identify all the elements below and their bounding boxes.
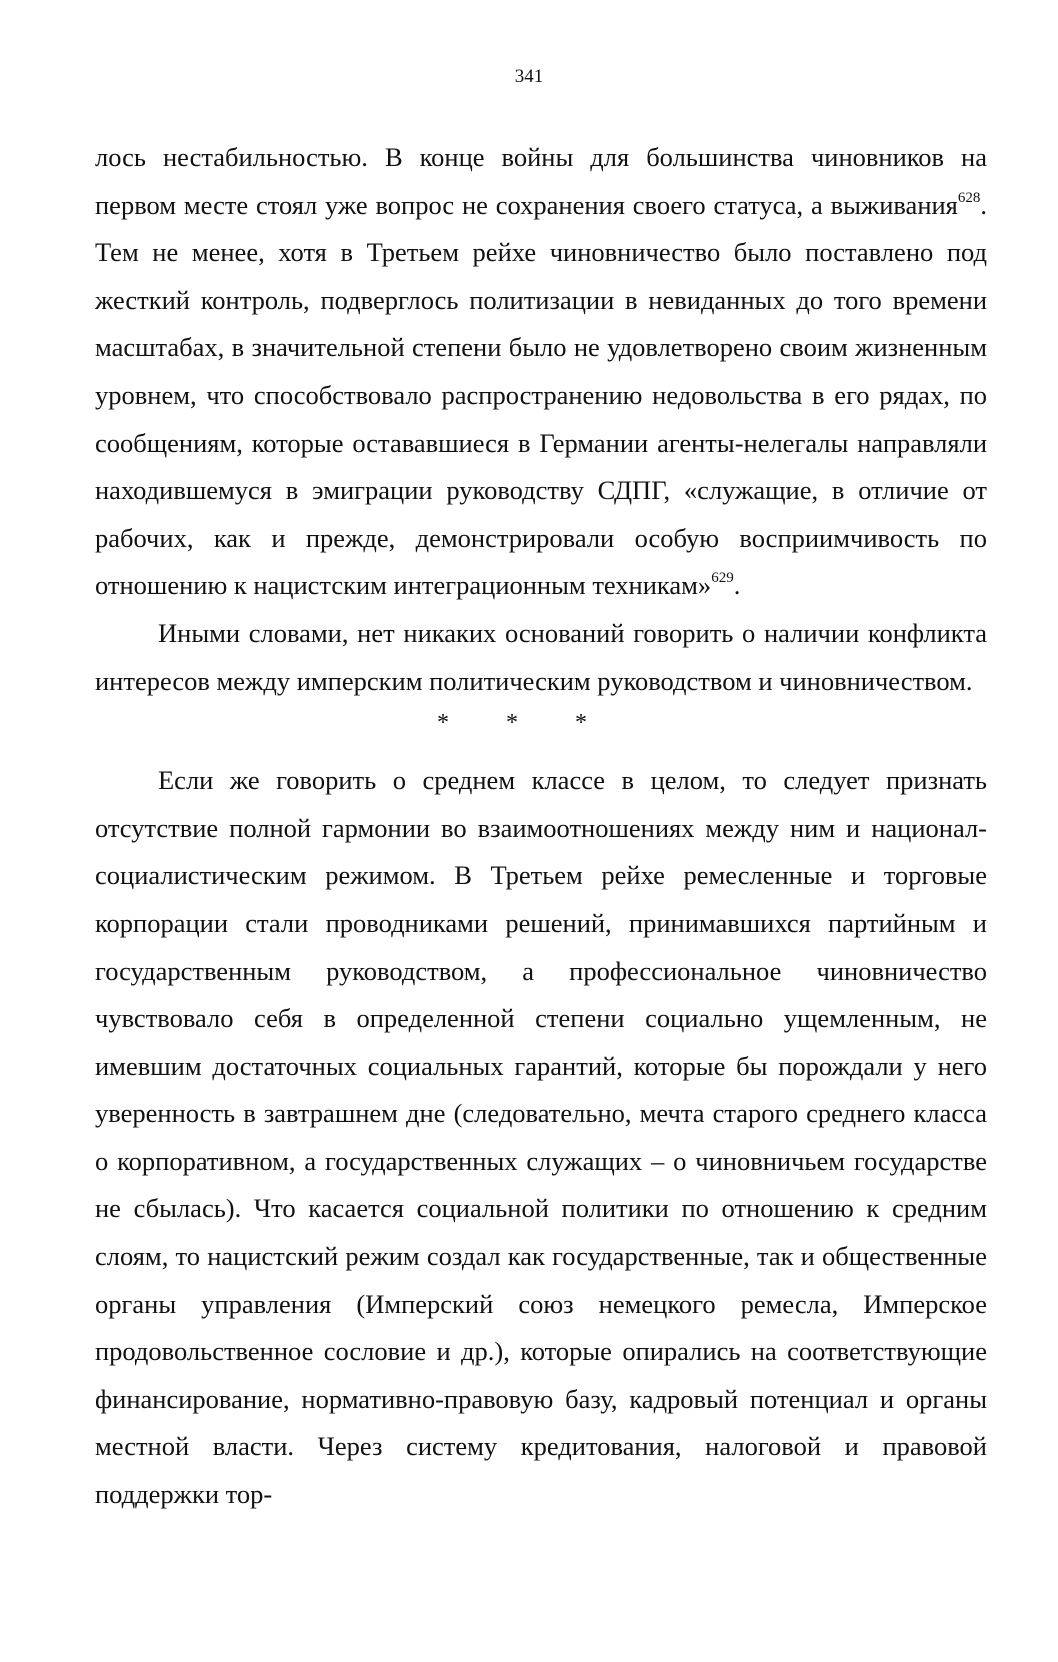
- paragraph-3: [95, 757, 987, 1519]
- paragraph-text: .: [733, 570, 741, 601]
- footnote-ref-629: 629: [711, 570, 734, 587]
- paragraph-text: . Тем не менее, хотя в Третьем рейхе чиновничество было поставлено под жесткий контроль, подверглось политизации в невиданных до того времени масштабах, в значительной степени было не удовлетворено своим жизненным уровнем, что способствовало распространению недовольства в его рядах, по сообщениям, которые остававшиеся в Германии агенты-нелегалы направляли находившемуся в эмиграции руководству СДПГ, «служащие, в отличие от рабочих, как и прежде, демонстрировали особую восприимчивость по отношению к нацистским интеграционным техникам»: [95, 189, 987, 601]
- paragraph-1: [95, 134, 987, 610]
- body-text: [95, 134, 987, 1519]
- separator-asterisk: *: [506, 710, 518, 737]
- separator-asterisk: *: [437, 710, 449, 737]
- separator-asterisk: *: [575, 710, 587, 737]
- page-number: 341: [514, 66, 544, 87]
- footnote-ref-628: 628: [957, 189, 981, 206]
- section-separator: [95, 705, 987, 757]
- paragraph-text: Иными словами, нет никаких оснований говорить о наличии конфликта интересов между имперским политическим руководством и чиновничеством.: [95, 617, 987, 696]
- paragraph-2: [95, 610, 987, 705]
- paragraph-text: Если же говорить о среднем классе в целом, то следует признать отсутствие полной гармонии во взаимоотношениях между ним и национал-социалистическим режимом. В Третьем рейхе ремесленные и торговые корпорации стали проводниками решений, принимавшихся партийным и государственным руководством, а профессиональное чиновничество чувствовало себя в определенной степени социально ущемленным, не имевшим достаточных социальных гарантий, которые бы порождали у него уверенность в завтрашнем дне (следовательно, мечта старого среднего класса о корпоративном, а государственных служащих – о чиновничьем государстве не сбылась). Что касается социальной политики по отношению к средним слоям, то нацистский режим создал как государственные, так и общественные органы управления (Имперский союз немецкого ремесла, Имперское продовольственное сословие и др.), которые опирались на соответствующие финансирование, нормативно-правовую базу, кадровый потенциал и органы местной власти. Через систему кредитования, налоговой и правовой поддержки тор-: [95, 765, 987, 1510]
- paragraph-text: лось нестабильностью. В конце войны для большинства чиновников на первом месте стоял уже вопрос не сохранения своего статуса, а выживания: [95, 142, 987, 220]
